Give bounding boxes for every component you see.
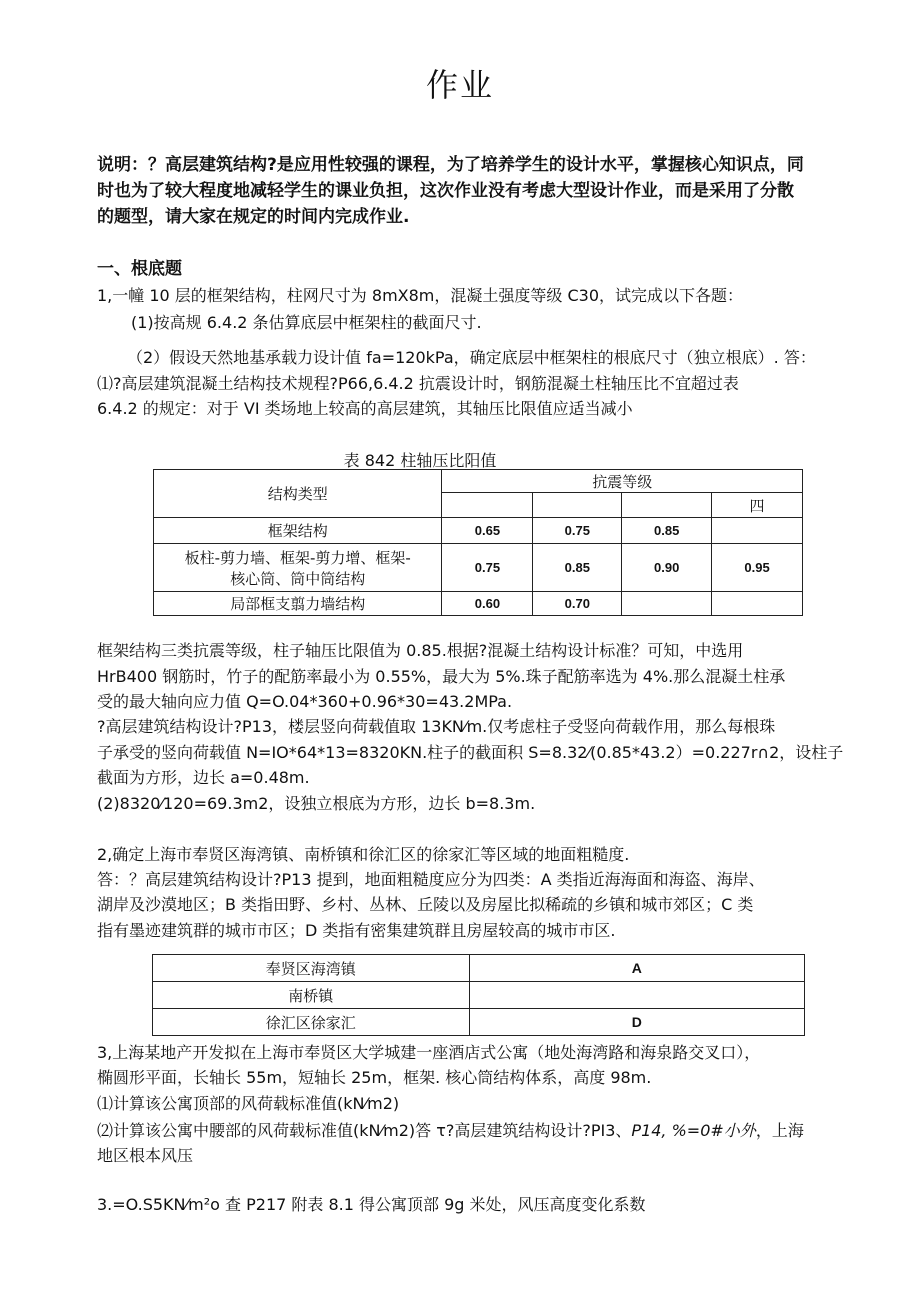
question-3-part-1: ⑴计算该公寓顶部的风荷载标准值(kN⁄m2)	[97, 1094, 400, 1113]
structure-type-line: 板柱-剪力墙、框架-剪力增、框架-	[184, 548, 411, 567]
structure-type-cell: 局部框支翦力墙结构	[154, 592, 442, 616]
value-cell: 0.70	[533, 592, 622, 616]
value-cell: 0.85	[622, 518, 712, 544]
structure-type-cell	[154, 544, 442, 592]
answer-line: 截面为方形，边长 a=0.48m.	[97, 768, 310, 787]
answer-line: HrB400 钢筋时，竹子的配筋率最小为 0.55%，最大为 5%.珠子配筋率选为 4%.那么混凝土柱承	[97, 667, 786, 686]
question-3: 3,上海某地产开发拟在上海市奉贤区大学城建一座酒店式公寓（地处海湾路和海泉路交叉口），	[97, 1043, 761, 1062]
area-cell: 徐汇区徐家汇	[153, 1009, 470, 1036]
answer-line: 受的最大轴向应力值 Q=O.04*360+0.96*30=43.2MPa.	[97, 692, 513, 711]
value-cell: 0.75	[442, 544, 533, 592]
value-cell	[622, 592, 712, 616]
question-2: 2,确定上海市奉贤区海湾镇、南桥镇和徐汇区的徐家汇等区域的地面粗糙度.	[97, 845, 630, 864]
question-3-part-2	[97, 1121, 804, 1141]
answer-line: 答：？高层建筑结构设计?P13 提到，地面粗糙度应分为四类：A 类指近海海面和海盗、海岸、	[97, 870, 765, 889]
grade-cell	[622, 493, 712, 518]
roughness-table	[152, 954, 805, 1036]
grade-cell	[442, 493, 533, 518]
answer-line: (2)8320⁄120=69.3m2，设独立根底为方形，边长 b=8.3m.	[97, 794, 536, 813]
table-row	[154, 544, 803, 592]
section-heading: 一、根底题	[97, 259, 182, 279]
table-row	[153, 955, 805, 982]
question-1: 1,一幢 10 层的框架结构，柱网尺寸为 8mX8m，混凝土强度等级 C30，试完成以下各题：	[97, 286, 743, 305]
answer-line: 6.4.2 的规定：对于 VI 类场地上较高的高层建筑，其轴压比限值应适当减小	[97, 399, 633, 418]
value-cell: 0.75	[533, 518, 622, 544]
structure-type-line: 核心筒、筒中筒结构	[230, 569, 366, 588]
question-3-line: 椭圆形平面，长轴长 55m，短轴长 25m，框架. 核心筒结构体系，高度 98m.	[97, 1068, 652, 1087]
axial-ratio-table	[153, 469, 803, 616]
page-title: 作业	[425, 66, 494, 104]
value-cell: 0.90	[622, 544, 712, 592]
structure-type-cell: 框架结构	[154, 518, 442, 544]
intro-line: 的题型，请大家在规定的时间内完成作业.	[97, 207, 410, 227]
table-caption: 表 842 柱轴压比阳值	[343, 451, 497, 470]
intro-line: 时也为了较大程度地减轻学生的课业负担，这次作业没有考虑大型设计作业，而是采用了分散	[97, 181, 794, 201]
roughness-cell	[469, 982, 804, 1009]
table-row	[153, 982, 805, 1009]
value-cell: 0.85	[533, 544, 622, 592]
answer-line: 地区根本风压	[97, 1146, 194, 1165]
area-cell: 奉贤区海湾镇	[153, 955, 470, 982]
roughness-cell: A	[469, 955, 804, 982]
value-cell: 0.95	[712, 544, 803, 592]
answer-line: 3.=O.S5KN⁄m²o 查 P217 附表 8.1 得公寓顶部 9g 米处，风压高度变化系数	[97, 1195, 646, 1214]
table-row	[153, 1009, 805, 1036]
question-1-part-1: (1)按高规 6.4.2 条估算底层中框架柱的截面尺寸.	[131, 313, 482, 332]
header-seismic-grade: 抗震等级	[442, 470, 803, 493]
value-cell	[712, 518, 803, 544]
part-2-tail: ，上海	[755, 1121, 804, 1140]
answer-line: ⑴?高层建筑混凝土结构技术规程?P66,6.4.2 抗震设计时，钢筋混凝土柱轴压比不宜超过表	[97, 374, 739, 393]
header-structure-type: 结构类型	[154, 470, 442, 518]
value-cell: 0.60	[442, 592, 533, 616]
roughness-cell: D	[469, 1009, 804, 1036]
area-cell: 南桥镇	[153, 982, 470, 1009]
part-2-italic: P14, %=0#小外	[631, 1121, 756, 1140]
answer-line: 框架结构三类抗震等级，柱子轴压比限值为 0.85.根据?混凝土结构设计标准？可知，中选用	[97, 641, 744, 660]
grade-cell: 四	[712, 493, 803, 518]
value-cell: 0.65	[442, 518, 533, 544]
question-1-part-2: （2）假设天然地基承载力设计值 fa=120kPa，确定底层中框架柱的根底尺寸（独立根底）. 答：	[127, 348, 816, 367]
table-row	[154, 592, 803, 616]
answer-line: 指有墨迹建筑群的城市市区；D 类指有密集建筑群且房屋较高的城市市区.	[97, 921, 616, 940]
table-row	[154, 518, 803, 544]
answer-line: ?高层建筑结构设计?P13，楼层竖向荷载值取 13KN⁄m.仅考虑柱子受竖向荷载作用，那么每根珠	[97, 717, 776, 736]
value-cell	[712, 592, 803, 616]
grade-cell	[533, 493, 622, 518]
answer-line: 湖岸及沙漠地区；B 类指田野、乡村、丛林、丘陵以及房屋比拟稀疏的乡镇和城市郊区；C 类	[97, 895, 754, 914]
intro-line: 说明：？高层建筑结构?是应用性较强的课程，为了培养学生的设计水平，掌握核心知识点，同	[97, 155, 804, 175]
answer-line: 子承受的竖向荷载值 N=IO*64*13=8320KN.柱子的截面积 S=8.32⁄(0.85*43.2）=0.227r∩2，设柱子	[97, 743, 844, 762]
part-2-text: ⑵计算该公寓中腰部的风荷载标准值(kN⁄m2)答 τ?高层建筑结构设计?PI3、	[97, 1121, 632, 1140]
